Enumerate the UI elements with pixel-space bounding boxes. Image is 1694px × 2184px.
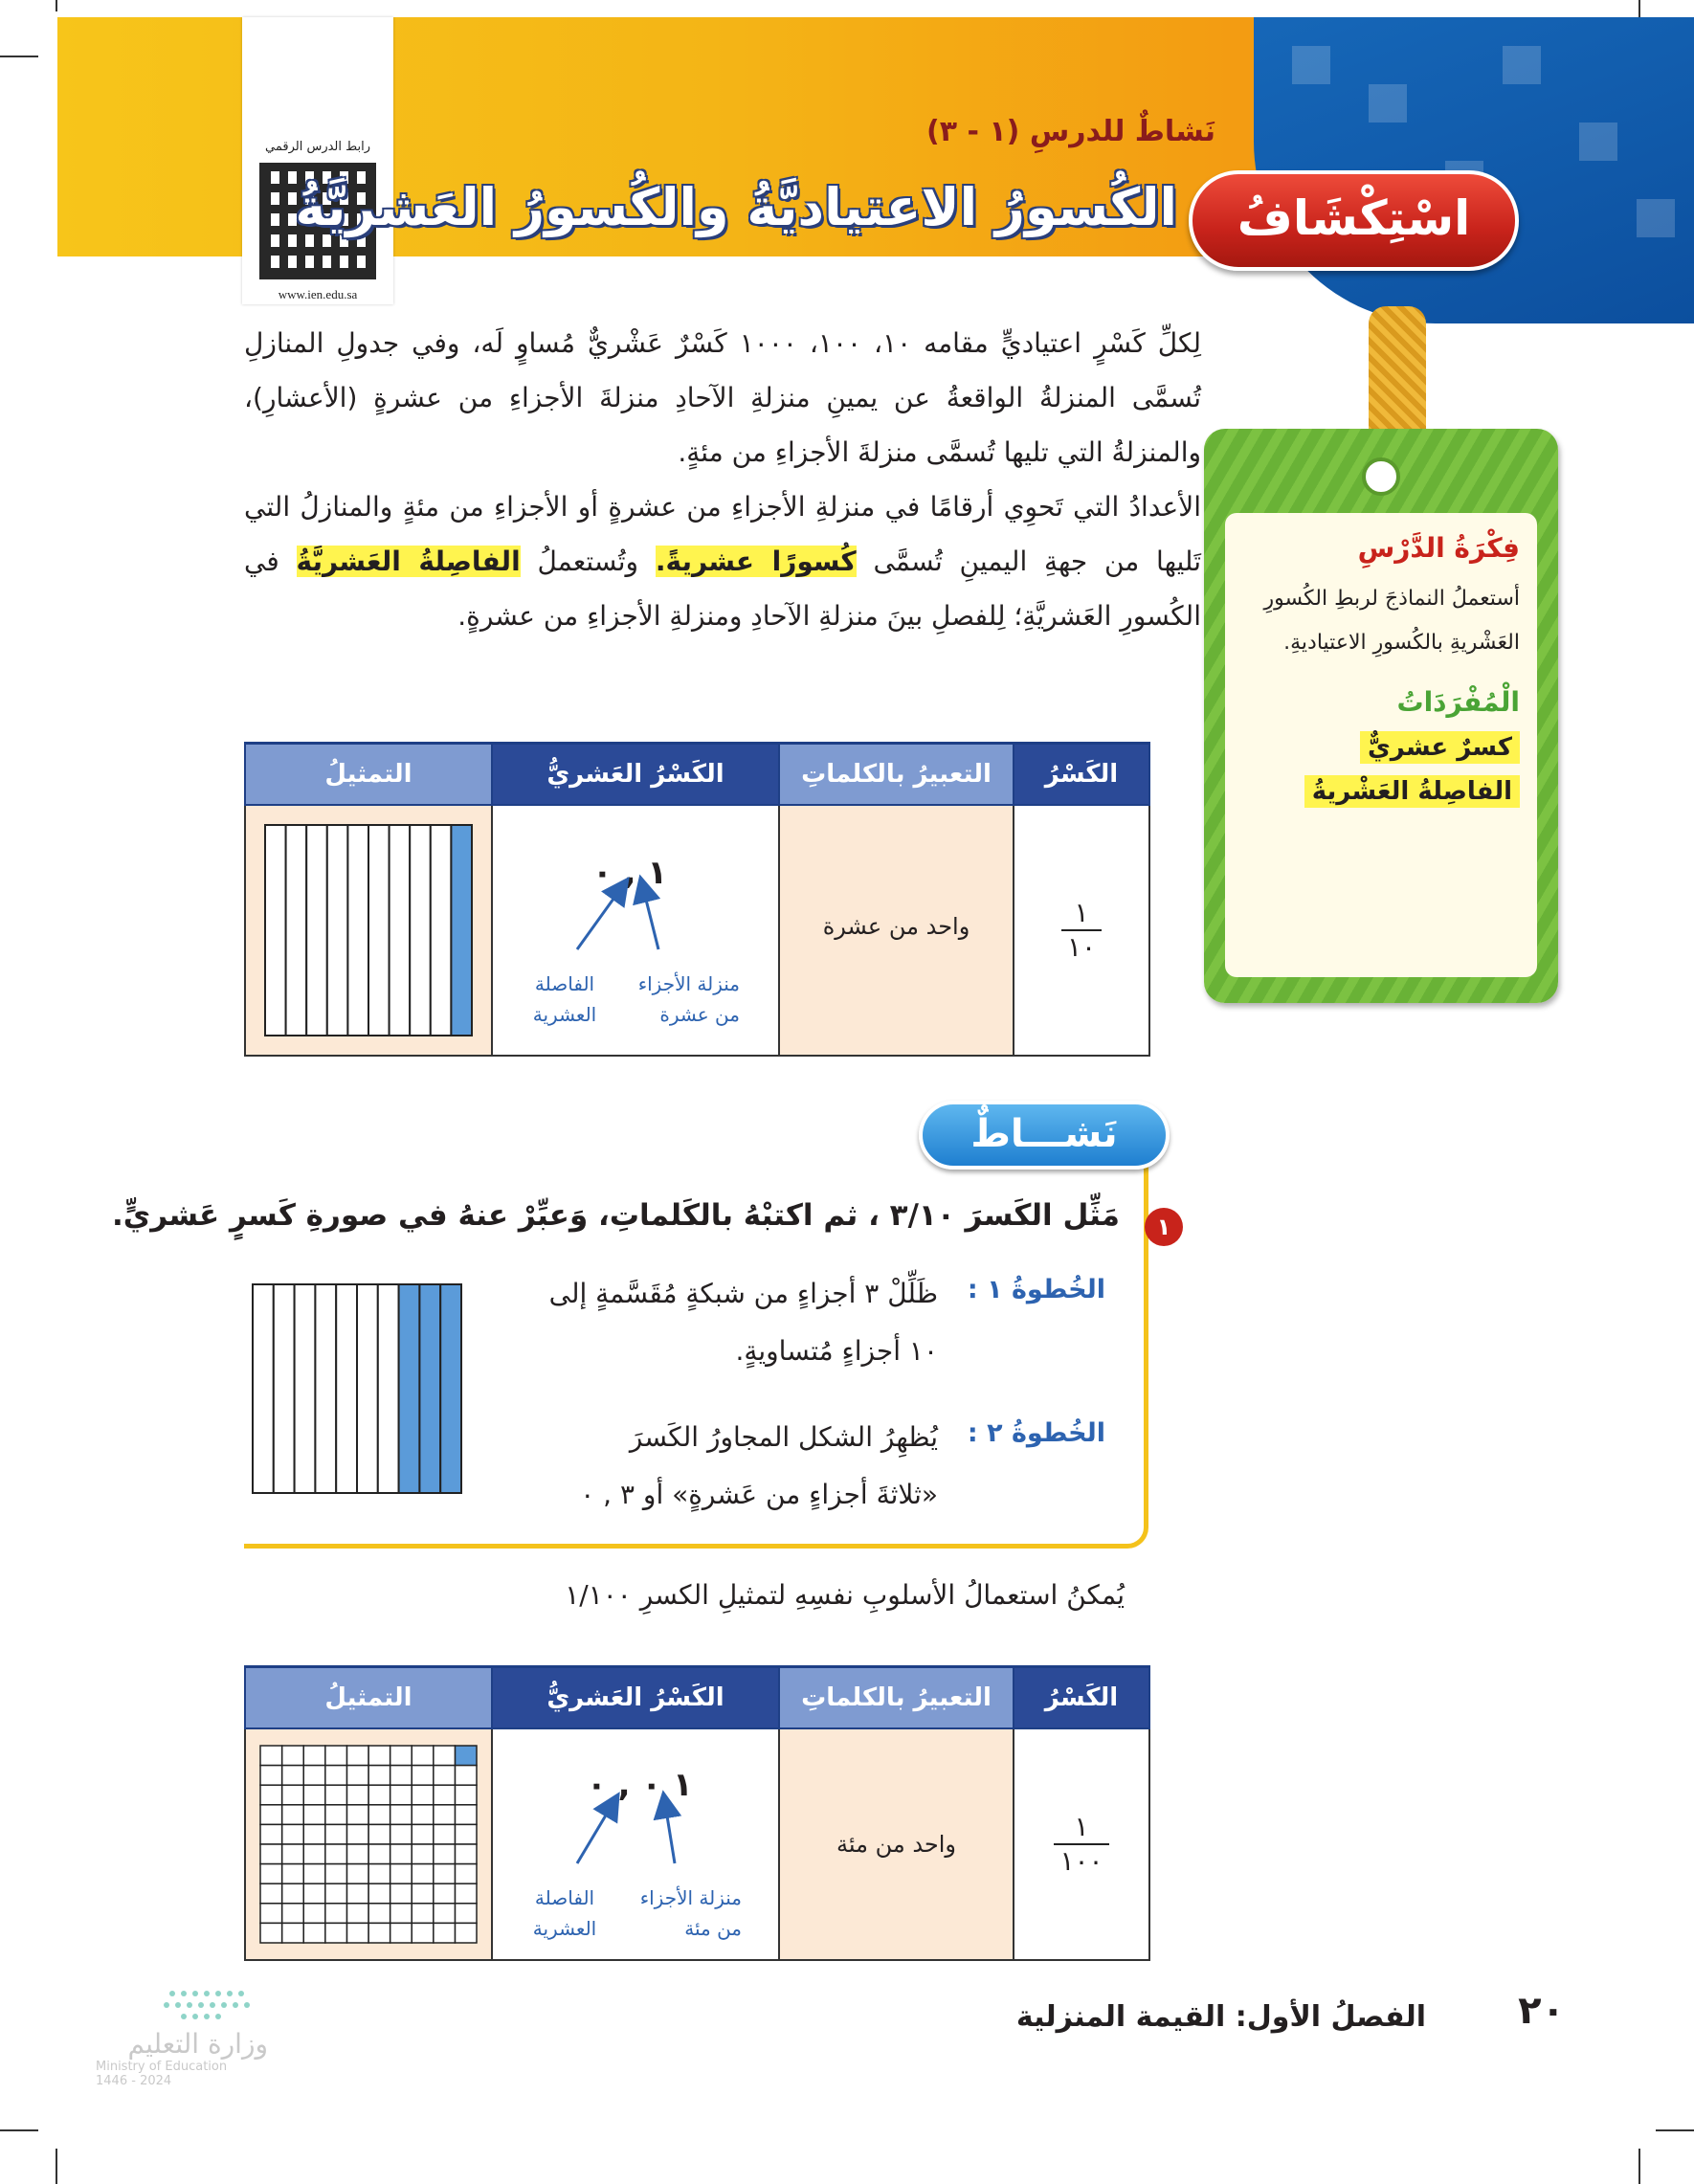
model-cell <box>303 1903 325 1923</box>
model-cell <box>325 1785 347 1805</box>
term-decimals: كُسورًا عشريةً. <box>655 546 857 577</box>
hundredths-note: يُمكنُ استعمالُ الأسلوبِ نفسِهِ لتمثيلِ الكسرِ ١/١٠٠ <box>565 1579 1125 1611</box>
model-cell <box>368 1903 390 1923</box>
model-part <box>410 825 431 1036</box>
model-part <box>295 1284 316 1493</box>
model-cell <box>303 1844 325 1864</box>
model-cell <box>390 1765 412 1785</box>
model-cell <box>455 1903 477 1923</box>
activity-badge: نَشـــاطٌ <box>919 1101 1170 1170</box>
model-cell <box>346 1824 368 1844</box>
ministry-name-ar: وزارة التعليم <box>127 2028 268 2060</box>
intro-paragraph-1: لِكلِّ كَسْرٍ اعتياديٍّ مقامه ١٠، ١٠٠، ١٠٠٠ كَسْرٌ عَشْريٌّ مُساوٍ لَه، وفي جدولِ المنازلِ تُسمَّى المنزلةُ الواقعةُ عن يمينِ منزلةِ الآحادِ منزلةَ الأجزاءِ من عشرةٍ (الأعشارِ)، والمنزلةُ التي تليها تُسمَّى منزلةَ الأجزاءِ من مئةٍ. <box>244 327 1201 468</box>
model-part <box>440 1284 461 1493</box>
model-cell <box>260 1785 282 1805</box>
model-cell <box>368 1824 390 1844</box>
crop-mark <box>1656 2129 1694 2131</box>
model-part <box>451 825 472 1036</box>
fraction-cell <box>1014 805 1149 1056</box>
model-cell <box>260 1923 282 1943</box>
fraction-cell <box>1014 1728 1149 1960</box>
model-cell <box>434 1903 456 1923</box>
model-part <box>399 1284 420 1493</box>
tag-hole <box>1362 457 1400 496</box>
model-cell <box>303 1785 325 1805</box>
model-cell <box>260 1844 282 1864</box>
idea-text: أستعملُ النماذجَ لربطِ الكُسورِ العَشْريةِ بالكُسورِ الاعتياديةِ. <box>1263 587 1520 655</box>
model-part <box>378 1284 399 1493</box>
model-part <box>431 825 452 1036</box>
model-cell <box>390 1746 412 1766</box>
model-cell <box>412 1804 434 1824</box>
model-cell <box>455 1824 477 1844</box>
model-cell <box>260 1765 282 1785</box>
model-cell <box>455 1746 477 1766</box>
model-cell <box>455 1804 477 1824</box>
explore-badge: اسْتِكْشَافُ <box>1189 170 1519 271</box>
model-cell <box>346 1844 368 1864</box>
model-cell <box>303 1765 325 1785</box>
model-part <box>265 825 286 1036</box>
decimal-value: ١ , ٠ <box>592 853 668 892</box>
intro-paragraph-2: الأعدادُ التي تَحوِي أرقامًا في منزلةِ الأجزاءِ من عشرةٍ أو الأجزاءِ من مئةٍ والمنازلُ التي تَليها من جهةِ اليمينِ تُسمَّى كُسورًا عشريةً. وتُستعملُ الفاصِلةُ العَشريَّةُ في الكُسورِ العَشريَّةِ؛ لِلفصلِ بينَ منزلةِ الآحادِ ومنزلةِ الأجزاءِ من عشرةٍ. <box>244 491 1201 632</box>
edition-year: 2024 - 1446 <box>96 2074 172 2088</box>
question-text: مَثِّل الكَسرَ ٣/١٠ ، ثم اكتبْهُ بالكَلماتِ، وَعبِّرْ عنهُ في صورةِ كَسرٍ عَشريٍّ. <box>112 1198 1120 1233</box>
decimal-cell <box>492 805 779 1056</box>
model-cell <box>346 1804 368 1824</box>
model-cell <box>260 1903 282 1923</box>
idea-heading: فِكْرَةُ الدَّرْسِ <box>1357 532 1520 564</box>
model-cell <box>390 1923 412 1943</box>
label-tenths-place: منزلة الأجزاء من عشرة <box>637 971 740 1026</box>
model-part <box>336 1284 357 1493</box>
model-cell <box>260 1746 282 1766</box>
model-cell <box>282 1863 304 1883</box>
model-cell <box>368 1804 390 1824</box>
model-part <box>327 825 348 1036</box>
model-cell <box>455 1844 477 1864</box>
model-cell <box>434 1824 456 1844</box>
model-cell <box>245 805 492 1056</box>
model-cell <box>325 1824 347 1844</box>
model-cell <box>282 1844 304 1864</box>
term-decimal-point: الفاصِلةُ العَشريَّةُ <box>296 546 521 577</box>
model-cell <box>412 1765 434 1785</box>
lesson-title: الكُسورُ الاعتياديَّةُ والكُسورُ العَشريَّةُ <box>295 177 1177 237</box>
model-cell <box>455 1923 477 1943</box>
model-part <box>286 825 307 1036</box>
model-cell <box>412 1903 434 1923</box>
model-part <box>274 1284 295 1493</box>
vocab-term: الفاصِلةُ العَشْريةُ <box>1304 775 1520 808</box>
model-part <box>306 825 327 1036</box>
model-cell <box>368 1746 390 1766</box>
model-cell <box>260 1804 282 1824</box>
model-cell <box>412 1746 434 1766</box>
step-2-label: الخُطوةُ ٢ : <box>967 1418 1105 1448</box>
fraction-table-tenths <box>244 742 1150 1057</box>
crop-mark <box>0 56 38 57</box>
model-cell <box>390 1824 412 1844</box>
label-decimal-point: الفاصلة العشرية <box>532 1885 597 1940</box>
crop-mark <box>1638 2149 1640 2184</box>
model-cell <box>434 1863 456 1883</box>
model-cell <box>390 1883 412 1904</box>
col-header-model: التمثيلُ <box>245 1667 492 1728</box>
model-cell <box>368 1765 390 1785</box>
activity-tenths-model <box>251 1282 463 1495</box>
fraction-one-tenth: $\frac{١}{١٠}$ <box>1061 897 1102 964</box>
model-cell <box>390 1804 412 1824</box>
vocab-heading: الْمُفْرَدَاتُ <box>1396 686 1520 718</box>
model-part <box>253 1284 274 1493</box>
model-cell <box>368 1863 390 1883</box>
model-cell <box>455 1765 477 1785</box>
model-cell <box>434 1804 456 1824</box>
vocab-term: كسرٌ عشريٌّ <box>1360 731 1520 764</box>
model-cell <box>282 1923 304 1943</box>
model-cell <box>346 1765 368 1785</box>
model-cell <box>368 1844 390 1864</box>
model-cell <box>368 1923 390 1943</box>
model-cell <box>325 1863 347 1883</box>
crop-mark <box>56 2149 57 2184</box>
label-decimal-point: الفاصلة العشرية <box>532 971 597 1026</box>
model-cell <box>282 1804 304 1824</box>
intro-text <box>244 316 1201 643</box>
decimal-value: ١ ٠ , ٠ <box>587 1765 693 1804</box>
model-cell <box>455 1863 477 1883</box>
model-cell <box>455 1785 477 1805</box>
qr-caption: رابط الدرس الرقمي <box>265 140 370 154</box>
model-cell <box>390 1863 412 1883</box>
model-cell <box>245 1728 492 1960</box>
model-cell <box>346 1903 368 1923</box>
model-cell <box>346 1746 368 1766</box>
model-cell <box>346 1785 368 1805</box>
model-cell <box>390 1785 412 1805</box>
page-number: ٢٠ <box>1518 1989 1565 2033</box>
model-cell <box>325 1746 347 1766</box>
col-header-words: التعبيرُ بالكلماتِ <box>779 744 1014 805</box>
model-part <box>419 1284 440 1493</box>
decimal-cell <box>492 1728 779 1960</box>
tag-content <box>1225 513 1537 977</box>
col-header-fraction: الكَسْرُ <box>1014 1667 1149 1728</box>
model-cell <box>434 1746 456 1766</box>
col-header-fraction: الكَسْرُ <box>1014 744 1149 805</box>
crop-mark <box>0 2129 38 2131</box>
model-cell <box>282 1883 304 1904</box>
model-cell <box>303 1883 325 1904</box>
col-header-model: التمثيلُ <box>245 744 492 805</box>
qr-card[interactable] <box>242 17 393 304</box>
model-part <box>368 825 390 1036</box>
col-header-words: التعبيرُ بالكلماتِ <box>779 1667 1014 1728</box>
model-cell <box>303 1746 325 1766</box>
model-cell <box>260 1883 282 1904</box>
model-cell <box>434 1883 456 1904</box>
step-2-text: يُظهِرُ الشكل المجاورُ الكَسرَ «ثلاثةَ أجزاءٍ من عَشرةٍ» أو ٣ , ٠ <box>580 1421 938 1510</box>
model-part <box>315 1284 336 1493</box>
fraction-table-hundredths <box>244 1665 1150 1961</box>
model-cell <box>434 1785 456 1805</box>
qr-url[interactable]: www.ien.edu.sa <box>278 287 358 301</box>
model-cell <box>260 1863 282 1883</box>
model-cell <box>325 1903 347 1923</box>
model-cell <box>368 1883 390 1904</box>
model-cell <box>303 1824 325 1844</box>
chapter-title: الفصلُ الأول: القيمة المنزلية <box>1015 2000 1426 2034</box>
model-cell <box>282 1785 304 1805</box>
ministry-logo <box>96 1986 268 2088</box>
step-1-text: ظَلِّلْ ٣ أجزاءٍ من شبكةٍ مُقَسَّمةٍ إلى ١٠ أجزاءٍ مُتساويةٍ. <box>548 1278 938 1367</box>
model-cell <box>346 1883 368 1904</box>
model-cell <box>282 1903 304 1923</box>
model-cell <box>325 1765 347 1785</box>
model-cell <box>282 1746 304 1766</box>
crop-mark <box>56 0 57 11</box>
model-part <box>347 825 368 1036</box>
model-cell <box>412 1844 434 1864</box>
col-header-decimal: الكَسْرُ العَشريُّ <box>492 744 779 805</box>
words-cell: واحد من عشرة <box>779 805 1014 1056</box>
hundredths-grid-model <box>258 1744 479 1945</box>
model-cell <box>282 1824 304 1844</box>
model-cell <box>412 1824 434 1844</box>
ministry-dots-icon <box>96 1986 268 2024</box>
label-hundredths-place: منزلة الأجزاء من مئة <box>639 1885 742 1940</box>
model-cell <box>434 1765 456 1785</box>
model-cell <box>325 1883 347 1904</box>
question-number: ١ <box>1145 1208 1183 1246</box>
tenths-grid-model <box>263 823 474 1037</box>
step-1-label: الخُطوةُ ١ : <box>967 1275 1105 1304</box>
col-header-decimal: الكَسْرُ العَشريُّ <box>492 1667 779 1728</box>
words-cell: واحد من مئة <box>779 1728 1014 1960</box>
model-cell <box>325 1844 347 1864</box>
model-cell <box>260 1824 282 1844</box>
model-cell <box>390 1903 412 1923</box>
model-cell <box>368 1785 390 1805</box>
model-part <box>357 1284 378 1493</box>
lesson-reference: نَشاطٌ للدرسِ (١ - ٣) <box>925 115 1215 148</box>
model-cell <box>346 1923 368 1943</box>
model-cell <box>346 1863 368 1883</box>
model-cell <box>325 1923 347 1943</box>
model-cell <box>434 1923 456 1943</box>
model-cell <box>412 1863 434 1883</box>
model-cell <box>412 1883 434 1904</box>
model-cell <box>455 1883 477 1904</box>
model-cell <box>303 1804 325 1824</box>
model-cell <box>434 1844 456 1864</box>
model-cell <box>390 1844 412 1864</box>
model-cell <box>325 1804 347 1824</box>
model-cell <box>303 1923 325 1943</box>
model-cell <box>412 1785 434 1805</box>
model-cell <box>303 1863 325 1883</box>
ministry-name-en: Ministry of Education <box>96 2060 228 2074</box>
model-cell <box>282 1765 304 1785</box>
model-part <box>390 825 411 1036</box>
fraction-one-hundredth: $\frac{١}{١٠٠}$ <box>1054 1811 1108 1878</box>
model-cell <box>412 1923 434 1943</box>
lesson-idea-tag <box>1204 429 1558 1003</box>
